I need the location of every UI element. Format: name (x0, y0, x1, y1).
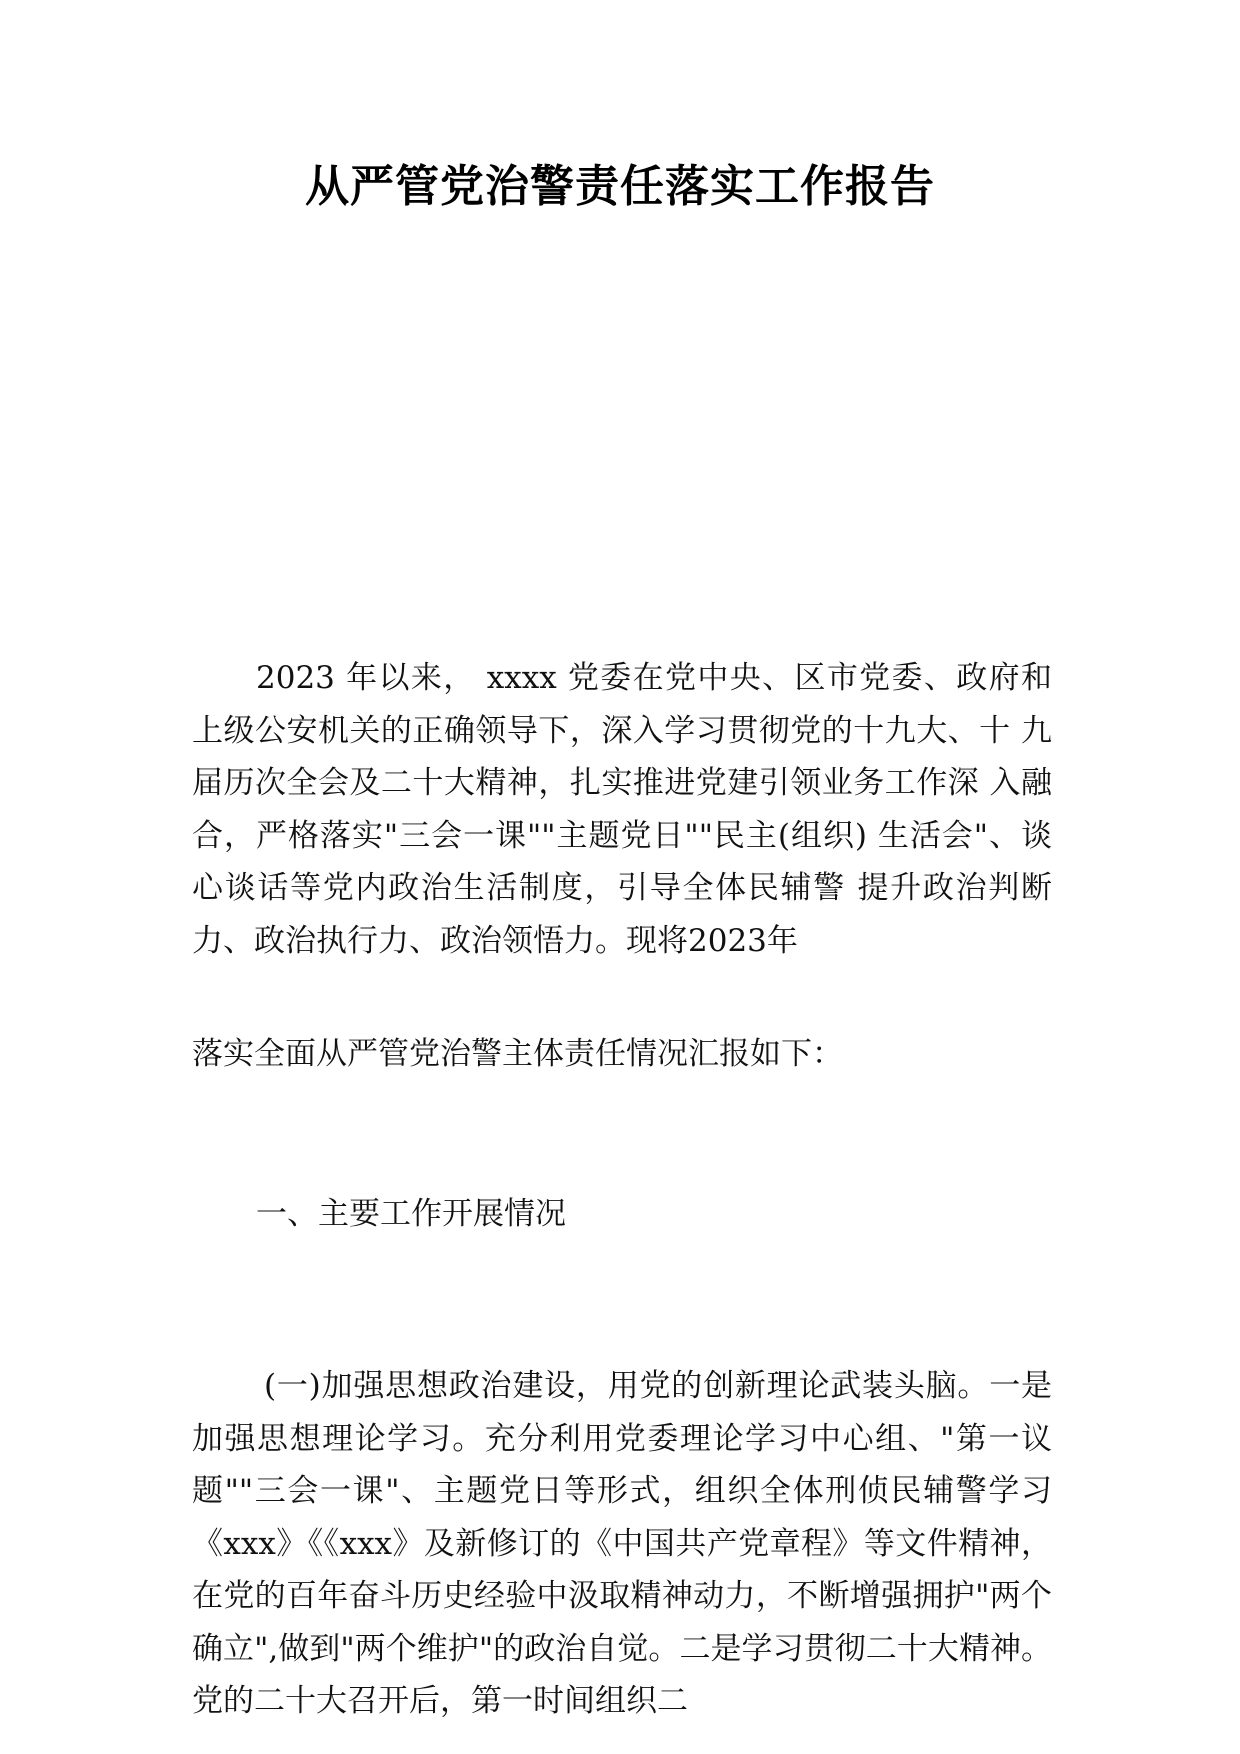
document-title: 从严管党治警责任落实工作报告 (305, 161, 935, 212)
section-heading-main-work: 一、主要工作开展情况 (256, 1196, 566, 1232)
body-paragraph-summary-line: 落实全面从严管党治警主体责任情况汇报如下： (192, 1036, 843, 1072)
body-paragraph-ideology: (一)加强思想政治建设，用党的创新理论武装头脑。一是加强思想理论学习。充分利用党委理论学习中心组、"第一议题""三会一课"、主题党日等形式，组织全体刑侦民辅警学习《xxx》《《xxx》及新修订的《中国共产党章程》等文件精神，在党的百年奋斗历史经验中汲取精神动力，不断增强拥护"两个确立",做到"两个维护"的政治自觉。二是学习贯彻二十大精神。党的二十大召开后，第一时间组织二 (192, 1368, 1052, 1719)
body-paragraph-intro: 2023 年以来， xxxx 党委在党中央、区市党委、政府和 上级公安机关的正确领导下，深入学习贯彻党的十九大、十 九届历次全会及二十大精神，扎实推进党建引领业务工作深 入融合，严格落实"三会一课""主题党日""民主(组织) 生活会"、谈心谈话等党内政治生活制度，引导全体民辅警 提升政治判断力、政治执行力、政治领悟力。现将2023年 (192, 660, 1052, 959)
